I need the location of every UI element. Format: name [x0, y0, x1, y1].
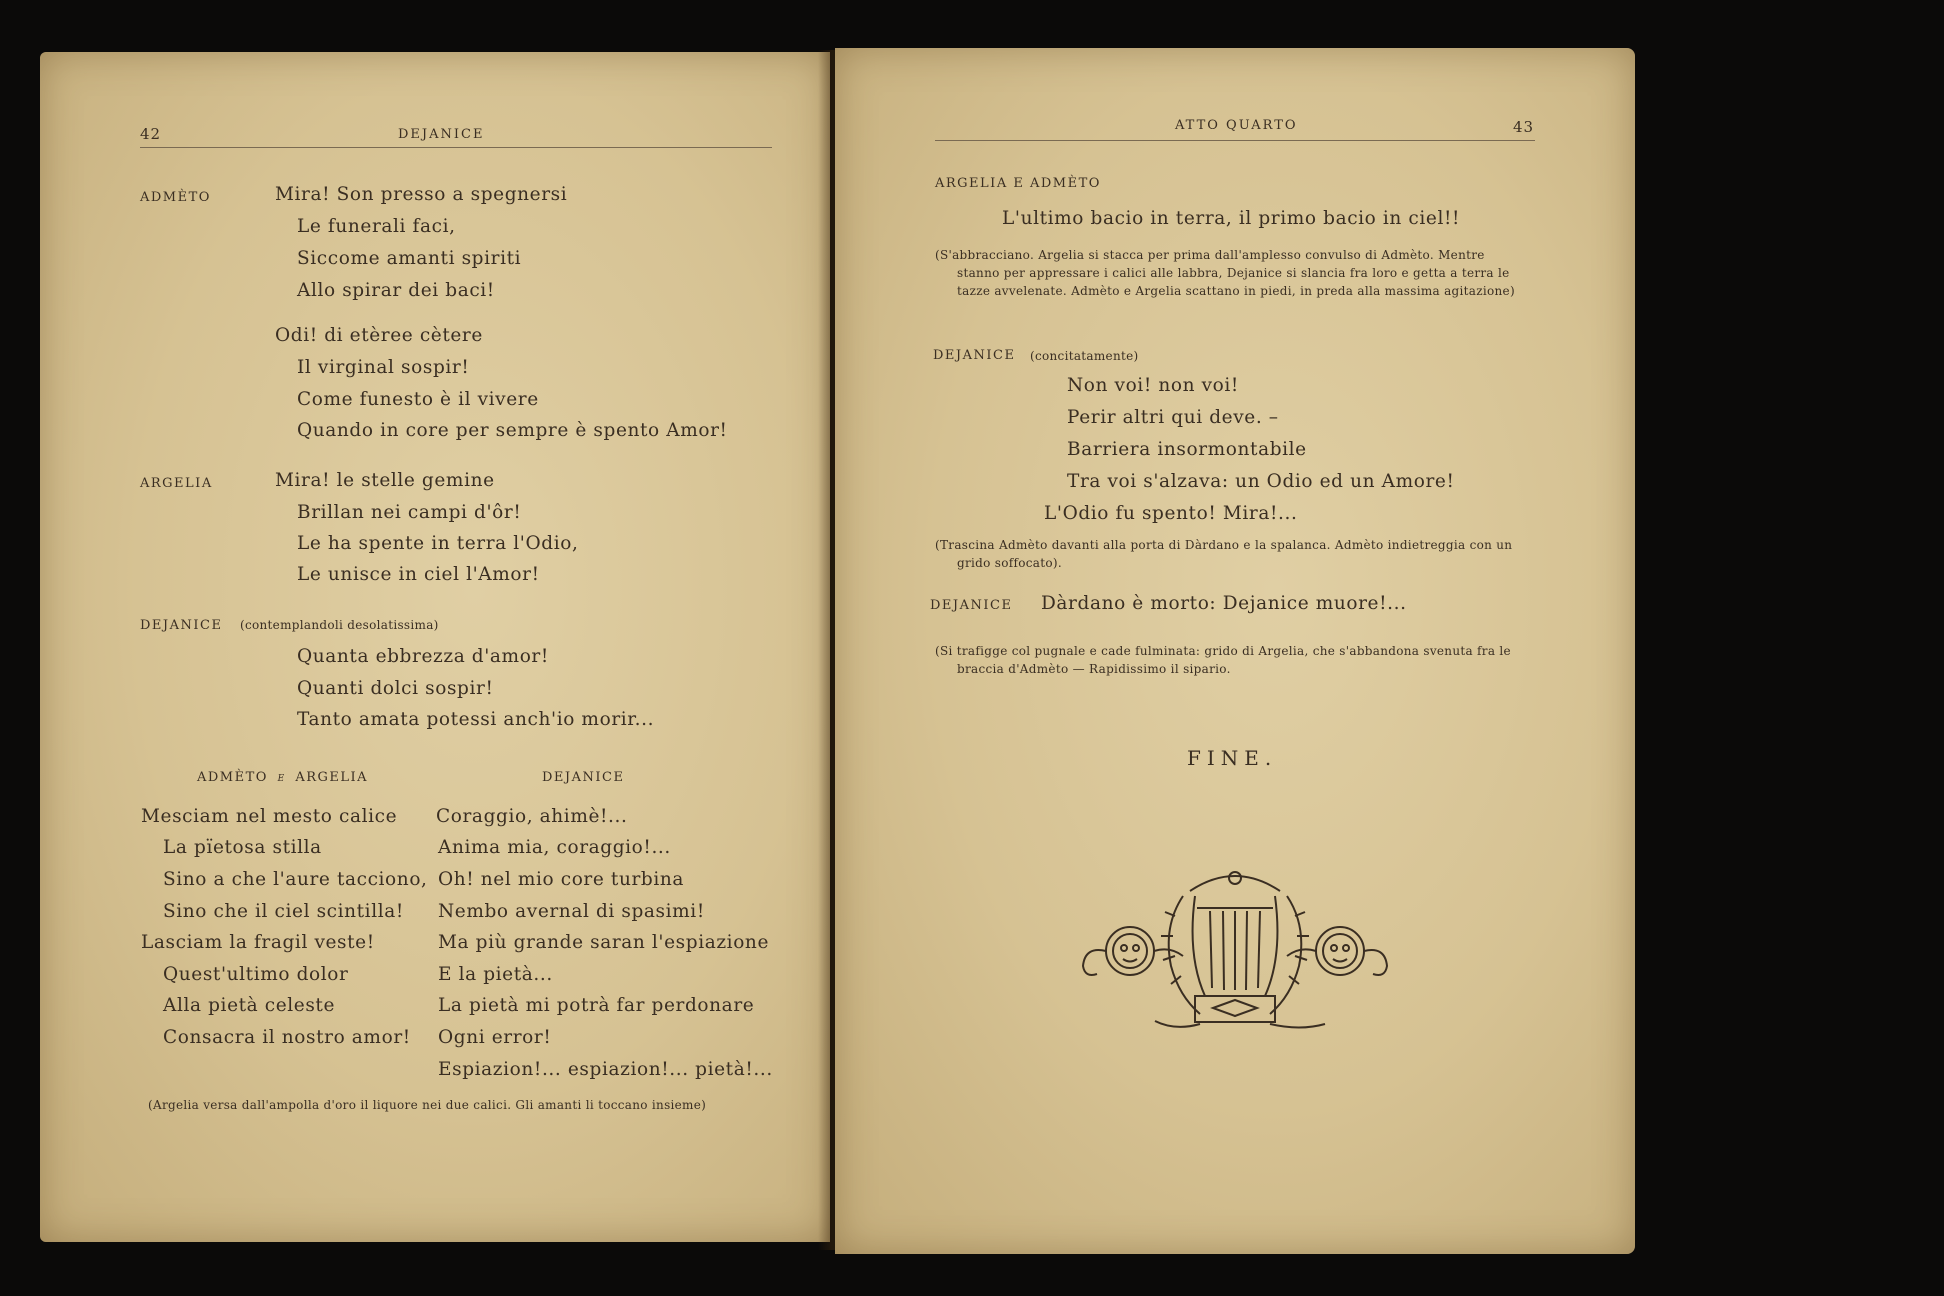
duet-right-line: Coraggio, ahimè!...	[436, 806, 628, 827]
duet-right-line: E la pietà...	[438, 964, 553, 985]
right-page	[835, 48, 1635, 1254]
verse-line: Odi! di etèree cètere	[275, 325, 483, 346]
duet-left-line: Lasciam la fragil veste!	[141, 932, 375, 953]
duet-heading-and: e	[277, 770, 286, 785]
verse-line: L'ultimo bacio in terra, il primo bacio in ciel!!	[1002, 208, 1461, 229]
duet-left-line: La pïetosa stilla	[163, 837, 322, 858]
duet-heading-left	[197, 770, 368, 785]
verse-line: Siccome amanti spiriti	[297, 248, 522, 269]
verse-line: Tanto amata potessi anch'io morir...	[297, 709, 655, 730]
duet-right-line: La pietà mi potrà far perdonare	[438, 995, 755, 1016]
duet-right-line: Ogni error!	[438, 1027, 552, 1048]
verse-line: Mira! le stelle gemine	[275, 470, 495, 491]
verse-line: Barriera insormontabile	[1067, 439, 1307, 460]
verse-line: Mira! Son presso a spegnersi	[275, 184, 568, 205]
verse-line: Dàrdano è morto: Dejanice muore!...	[1041, 593, 1407, 614]
fine-label: FINE.	[1187, 746, 1278, 770]
duet-right-line: Anima mia, coraggio!...	[438, 837, 671, 858]
stage-direction: (Argelia versa dall'ampolla d'oro il liquore nei due calici. Gli amanti li toccano insieme)	[148, 1098, 707, 1112]
verse-line: Le ha spente in terra l'Odio,	[297, 533, 579, 554]
duet-left-line: Sino a che l'aure tacciono,	[163, 869, 428, 890]
duet-left-line: Sino che il ciel scintilla!	[163, 901, 404, 922]
stage-direction: (S'abbracciano. Argelia si stacca per prima dall'amplesso convulso di Admèto. Mentre stanno per appressare i calici alle labbra, Dejanice si slancia fra loro e getta a terra le tazze avvelenate. Admèto e Argelia scattano in piedi, in preda alla massima agitazione)	[935, 248, 1515, 298]
verse-line: Brillan nei campi d'ôr!	[297, 502, 522, 523]
verse-line: Il virginal sospir!	[297, 357, 470, 378]
header-rule	[935, 140, 1535, 141]
stage-direction: (concitatamente)	[1030, 349, 1139, 363]
stage-direction: (contemplandoli desolatissima)	[240, 618, 439, 632]
speaker-argelia-admeto: ARGELIA E ADMÈTO	[935, 176, 1101, 191]
verse-line: Tra voi s'alzava: un Odio ed un Amore!	[1067, 471, 1455, 492]
verse-line: Allo spirar dei baci!	[297, 280, 495, 301]
speaker-argelia: ARGELIA	[140, 476, 213, 491]
duet-left-line: Quest'ultimo dolor	[163, 964, 349, 985]
duet-right-line: Oh! nel mio core turbina	[438, 869, 685, 890]
verse-line: Quanti dolci sospir!	[297, 678, 494, 699]
verse-line: Quanta ebbrezza d'amor!	[297, 646, 549, 667]
verse-line: Perir altri qui deve. –	[1067, 407, 1279, 428]
speaker-admeto: ADMÈTO	[140, 190, 211, 205]
duet-right-line: Ma più grande saran l'espiazione	[438, 932, 769, 953]
duet-left-line: Consacra il nostro amor!	[163, 1027, 411, 1048]
speaker-dejanice: DEJANICE	[140, 618, 223, 633]
duet-heading-right: DEJANICE	[542, 770, 625, 785]
stage-direction: (Trascina Admèto davanti alla porta di Dàrdano e la spalanca. Admèto indietreggia con un grido soffocato).	[935, 538, 1513, 570]
verse-line: Quando in core per sempre è spento Amor!	[297, 420, 728, 441]
duet-left-line: Mesciam nel mesto calice	[141, 806, 398, 827]
lyre-ornament	[1075, 856, 1395, 1036]
duet-heading-admeto: ADMÈTO	[197, 770, 268, 785]
duet-right-line: Nembo avernal di spasimi!	[438, 901, 705, 922]
verse-line: Non voi! non voi!	[1067, 375, 1239, 396]
verse-line: L'Odio fu spento! Mira!...	[1044, 503, 1298, 524]
header-rule	[140, 147, 772, 148]
verse-line: Le unisce in ciel l'Amor!	[297, 564, 540, 585]
verse-line: Come funesto è il vivere	[297, 389, 539, 410]
speaker-dejanice: DEJANICE	[933, 348, 1016, 363]
left-page	[40, 52, 830, 1242]
page-number: 43	[1513, 118, 1535, 136]
duet-heading-argelia: ARGELIA	[295, 770, 369, 785]
duet-right-line: Espiazion!... espiazion!... pietà!...	[438, 1059, 773, 1080]
running-head: DEJANICE	[398, 127, 485, 142]
verse-line: Le funerali faci,	[297, 216, 456, 237]
running-head: ATTO QUARTO	[1175, 118, 1298, 133]
page-number: 42	[140, 125, 162, 143]
speaker-dejanice: DEJANICE	[930, 598, 1013, 613]
duet-left-line: Alla pietà celeste	[163, 995, 336, 1016]
stage-direction: (Si trafigge col pugnale e cade fulminata: grido di Argelia, che s'abbandona svenuta fra le braccia d'Admèto — Rapidissimo il sipario.	[935, 644, 1511, 676]
